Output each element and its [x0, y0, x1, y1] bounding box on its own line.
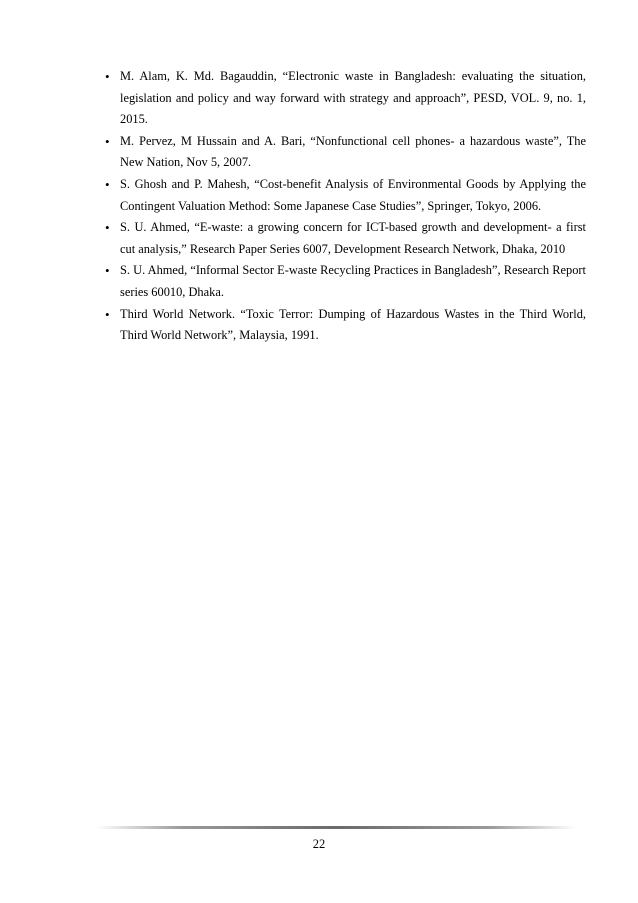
reference-list — [105, 66, 586, 347]
reference-item — [105, 260, 586, 303]
page-number: 22 — [312, 837, 326, 851]
bullet-icon: • — [105, 306, 110, 322]
bullet-icon: • — [105, 220, 110, 236]
reference-item — [105, 131, 586, 174]
reference-text: Third World Network. “Toxic Terror: Dumping of Hazardous Wastes in the Third World, Third World Network”, Malaysia, 1991. — [120, 306, 586, 343]
reference-item — [105, 304, 586, 347]
bullet-icon: • — [105, 133, 110, 149]
footer-divider — [96, 826, 576, 829]
reference-text: M. Alam, K. Md. Bagauddin, “Electronic waste in Bangladesh: evaluating the situation, legislation and policy and way forward with strategy and approach”, PESD, VOL. 9, no. 1, 2015. — [120, 69, 586, 127]
reference-item — [105, 174, 586, 217]
reference-text: M. Pervez, M Hussain and A. Bari, “Nonfunctional cell phones- a hazardous waste”, The New Nation, Nov 5, 2007. — [120, 133, 586, 170]
reference-item — [105, 217, 586, 260]
bullet-icon: • — [105, 263, 110, 279]
reference-text: S. U. Ahmed, “Informal Sector E-waste Recycling Practices in Bangladesh”, Research Report series 60010, Dhaka. — [120, 263, 586, 299]
reference-text: S. Ghosh and P. Mahesh, “Cost-benefit Analysis of Environmental Goods by Applying the Contingent Valuation Method: Some Japanese Case Studies”, Springer, Tokyo, 2006. — [120, 176, 586, 213]
reference-item — [105, 66, 586, 131]
reference-text: S. U. Ahmed, “E-waste: a growing concern for ICT-based growth and development- a first cut analysis,” Research Paper Series 6007, Development Research Network, Dhaka, 2010 — [120, 220, 586, 256]
bullet-icon: • — [105, 69, 110, 84]
bullet-icon: • — [105, 176, 110, 192]
